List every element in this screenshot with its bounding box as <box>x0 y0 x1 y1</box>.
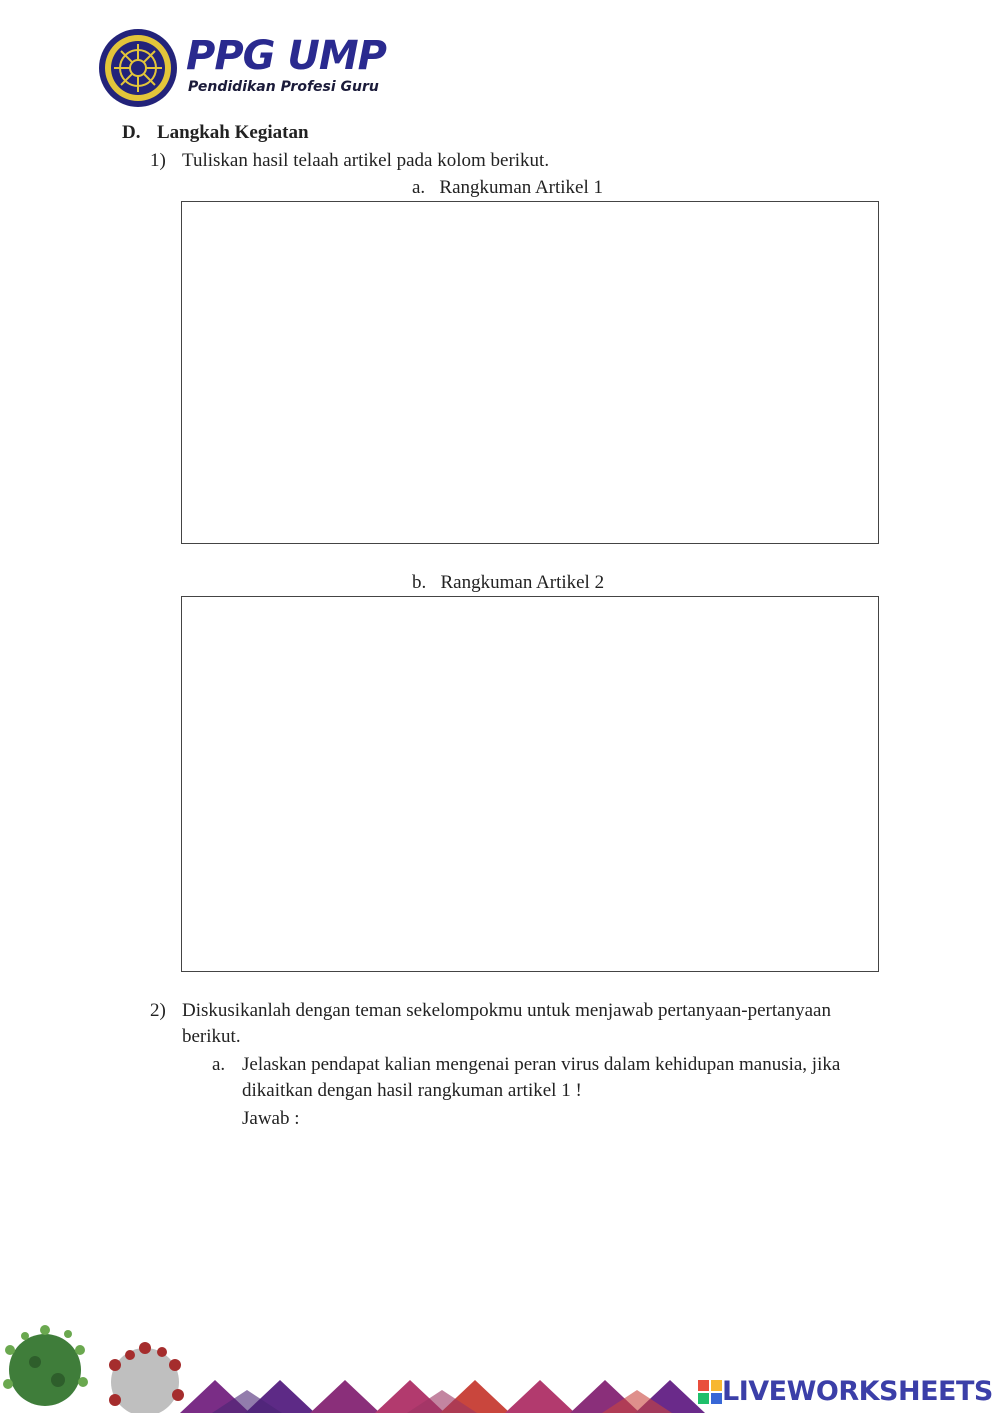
diamond-pattern <box>180 1380 705 1413</box>
brand-title: PPG UMP <box>186 33 386 79</box>
summary-article-1-answer-box[interactable] <box>181 201 879 544</box>
liveworksheets-watermark: LIVEWORKSHEETS <box>722 1376 993 1407</box>
summary-article-2-answer-box[interactable] <box>181 596 879 972</box>
section-title: Langkah Kegiatan <box>157 122 309 143</box>
virus-red-illustration <box>109 1342 184 1413</box>
question-a-letter: a. <box>212 1054 226 1075</box>
liveworksheets-logo-icon <box>698 1380 722 1404</box>
step-2-number: 2) <box>150 1000 166 1021</box>
step-2-instruction: Diskusikanlah dengan teman sekelompokmu untuk menjawab pertanyaan-pertanyaan berikut. <box>182 1000 831 1047</box>
virus-green-illustration <box>3 1325 88 1406</box>
summary-article-1-label: a. Rangkuman Artikel 1 <box>412 177 604 198</box>
summary-article-2-label: b. Rangkuman Artikel 2 <box>412 572 605 593</box>
section-number: D. <box>122 122 141 143</box>
university-seal-logo <box>98 28 178 108</box>
answer-label: Jawab : <box>242 1108 300 1129</box>
step-1-instruction: Tuliskan hasil telaah artikel pada kolom berikut. <box>182 150 550 171</box>
brand-subtitle: Pendidikan Profesi Guru <box>188 79 379 95</box>
step-1-number: 1) <box>150 150 166 171</box>
question-a-text: Jelaskan pendapat kalian mengenai peran virus dalam kehidupan manusia, jika dikaitkan dengan hasil rangkuman artikel 1 ! <box>242 1054 841 1101</box>
section-heading <box>122 122 309 144</box>
